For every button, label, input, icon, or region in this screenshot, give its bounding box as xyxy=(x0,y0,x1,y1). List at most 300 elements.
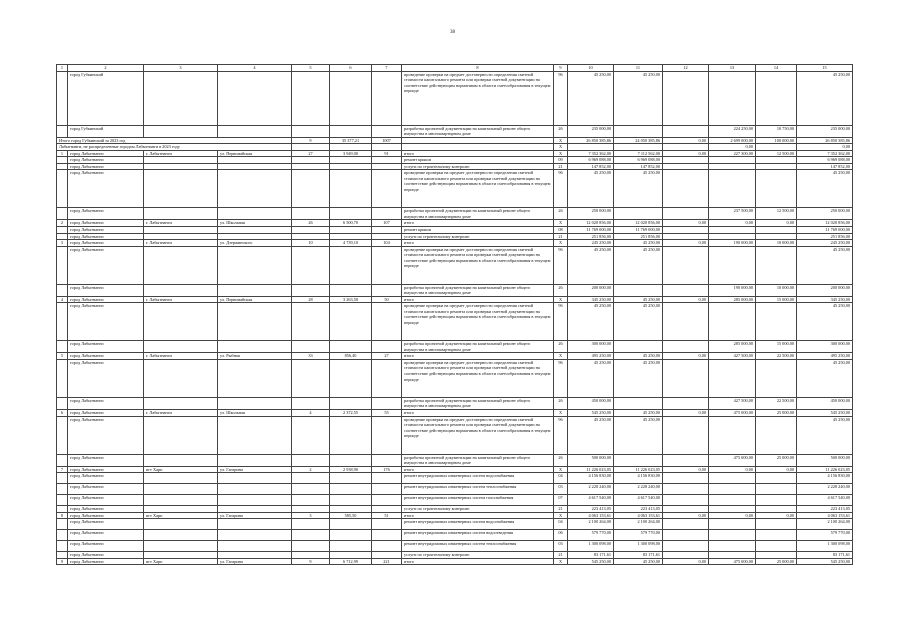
table-cell xyxy=(57,530,68,541)
table-cell xyxy=(372,208,402,220)
table-cell: 28 xyxy=(292,296,330,303)
table-cell xyxy=(57,519,68,530)
table-cell: 221 xyxy=(372,558,402,565)
page-number: 38 xyxy=(450,30,455,35)
table-cell: 26 xyxy=(554,208,568,220)
column-number-cell: 10 xyxy=(568,65,614,72)
table-cell: X xyxy=(554,410,568,417)
table-cell xyxy=(144,71,218,125)
table-cell: город Лабытнанги xyxy=(68,397,144,409)
table-cell: ремонт крыши xyxy=(402,157,554,164)
table-cell: услуги по строительному контролю xyxy=(402,233,554,240)
table-cell xyxy=(144,170,218,208)
table-cell: 45 250,00 xyxy=(797,416,853,454)
table-cell: 6 712,99 xyxy=(330,558,372,565)
table-cell: 9 xyxy=(292,558,330,565)
table-cell xyxy=(709,495,756,506)
table-cell: 2 228 240,00 xyxy=(614,484,663,495)
table-cell xyxy=(57,125,68,137)
table-cell: 200 000,00 xyxy=(797,284,853,296)
table-cell xyxy=(372,397,402,409)
table-cell xyxy=(292,208,330,220)
table-cell: итого xyxy=(402,296,554,303)
column-number-cell: 7 xyxy=(372,65,402,72)
table-cell xyxy=(663,341,709,353)
table-cell xyxy=(663,359,709,397)
table-cell: 190 000,00 xyxy=(709,284,756,296)
table-cell: 475 000,00 xyxy=(709,558,756,565)
table-cell: 12 500,00 xyxy=(756,208,797,220)
table-cell: 12 020 856,00 xyxy=(568,220,614,227)
table-cell: 6 969 088,00 xyxy=(614,157,663,164)
table-cell xyxy=(372,284,402,296)
table-cell: X xyxy=(554,137,568,144)
table-cell xyxy=(663,495,709,506)
table-cell xyxy=(372,246,402,284)
table-cell xyxy=(614,208,663,220)
table-cell xyxy=(218,208,292,220)
table-cell: 25 000,00 xyxy=(756,410,797,417)
table-cell xyxy=(372,473,402,484)
table-cell xyxy=(292,284,330,296)
table-cell: 450 000,00 xyxy=(568,397,614,409)
table-cell: 08 xyxy=(554,227,568,234)
table-cell: 11 769 000,00 xyxy=(614,227,663,234)
table-cell xyxy=(292,530,330,541)
table-cell: 0,00 xyxy=(663,240,709,247)
table-cell xyxy=(709,246,756,284)
table-cell: 4 156 830,00 xyxy=(614,473,663,484)
table-cell xyxy=(709,473,756,484)
table-cell xyxy=(144,341,218,353)
table-cell: 45 250,00 xyxy=(614,246,663,284)
table-cell xyxy=(330,246,372,284)
table-cell xyxy=(292,484,330,495)
table-cell xyxy=(372,170,402,208)
table-cell: проведение проверки на предмет достоверности определения сметной стоимости капитального ремонта или проверки сметной документации на соответствие действующим нормативам в области сметообразования в текущем периоде xyxy=(402,170,554,208)
table-cell xyxy=(330,541,372,552)
table-cell: город Лабытнанги xyxy=(68,303,144,341)
table-cell xyxy=(372,416,402,454)
table-cell: 427 500,00 xyxy=(709,397,756,409)
table-cell: 1 300 098,00 xyxy=(614,541,663,552)
table-cell xyxy=(57,341,68,353)
table-cell: г. Лабытнанги xyxy=(144,150,218,157)
table-cell xyxy=(292,416,330,454)
table-cell: 09 xyxy=(554,157,568,164)
table-cell: 45 250,00 xyxy=(614,170,663,208)
table-cell: 251 856,00 xyxy=(568,233,614,240)
table-cell: ул. Дзержинского xyxy=(218,240,292,247)
table-cell xyxy=(756,416,797,454)
table-cell: 45 250,00 xyxy=(614,296,663,303)
table-cell xyxy=(144,530,218,541)
table-cell: 21 xyxy=(554,506,568,513)
table-cell xyxy=(144,519,218,530)
table-cell xyxy=(330,484,372,495)
table-cell: г. Лабытнанги xyxy=(144,220,218,227)
table-cell: 0,00 xyxy=(797,144,853,151)
table-cell: 45 250,00 xyxy=(568,416,614,454)
table-cell: г. Лабытнанги xyxy=(144,296,218,303)
table-cell xyxy=(292,473,330,484)
column-number-cell: 8 xyxy=(402,65,554,72)
table-cell: 45 250,00 xyxy=(614,71,663,125)
table-cell: 03 xyxy=(554,541,568,552)
column-number-cell: 12 xyxy=(663,65,709,72)
table-cell xyxy=(292,125,330,137)
table-cell: X xyxy=(554,512,568,519)
table-cell xyxy=(330,530,372,541)
table-cell: 235 000,00 xyxy=(568,125,614,137)
table-cell: 1 300 098,00 xyxy=(568,541,614,552)
table-cell: 96 xyxy=(554,71,568,125)
table-cell xyxy=(756,541,797,552)
table-cell: X xyxy=(554,240,568,247)
table-cell: 3 949,00 xyxy=(330,150,372,157)
table-cell: ул. Школьная xyxy=(218,410,292,417)
table-cell: 856,40 xyxy=(330,353,372,360)
table-cell: 345 250,00 xyxy=(797,296,853,303)
table-cell xyxy=(330,341,372,353)
table-cell xyxy=(57,303,68,341)
table-cell xyxy=(709,416,756,454)
table-cell xyxy=(144,454,218,466)
table-cell xyxy=(218,484,292,495)
table-cell: 6 xyxy=(57,410,68,417)
table-cell: 495 250,00 xyxy=(568,353,614,360)
table-cell xyxy=(663,416,709,454)
table-cell: итого xyxy=(402,240,554,247)
table-cell: 3 263,50 xyxy=(330,296,372,303)
table-cell: 223 413,05 xyxy=(568,506,614,513)
table-cell xyxy=(663,530,709,541)
table-cell: 0,00 xyxy=(709,512,756,519)
table-cell: город Лабытнанги xyxy=(68,341,144,353)
table-cell: город Лабытнанги xyxy=(68,150,144,157)
table-cell: 251 856,00 xyxy=(797,233,853,240)
table-cell: город Лабытнанги xyxy=(68,296,144,303)
table-cell xyxy=(663,71,709,125)
table-row xyxy=(57,397,853,409)
table-cell xyxy=(218,495,292,506)
table-cell: 6 500,70 xyxy=(330,220,372,227)
table-cell: 0,00 xyxy=(709,220,756,227)
table-cell: 285 000,00 xyxy=(709,341,756,353)
table-cell: 235 000,00 xyxy=(797,125,853,137)
table-cell: 4 xyxy=(292,410,330,417)
table-cell xyxy=(218,71,292,125)
table-cell: 25 000,00 xyxy=(756,454,797,466)
table-cell: город Лабытнанги xyxy=(68,410,144,417)
table-cell xyxy=(330,473,372,484)
table-cell xyxy=(218,519,292,530)
table-cell xyxy=(218,125,292,137)
table-cell: 0,00 xyxy=(663,410,709,417)
table-cell xyxy=(756,170,797,208)
table-cell: 104 xyxy=(372,240,402,247)
table-cell xyxy=(372,125,402,137)
table-cell: 6 969 088,00 xyxy=(797,157,853,164)
table-cell: ул. Школьная xyxy=(218,220,292,227)
table-cell: 147 852,00 xyxy=(614,163,663,170)
table-cell: 237 500,00 xyxy=(709,208,756,220)
table-cell: 107 xyxy=(372,220,402,227)
table-cell: город Лабытнанги xyxy=(68,484,144,495)
table-cell: 500 000,00 xyxy=(568,454,614,466)
table-cell: город Губкинский xyxy=(68,71,144,125)
table-cell: 12 020 856,00 xyxy=(797,220,853,227)
table-cell: 4 617 540,00 xyxy=(797,495,853,506)
table-cell: 0,00 xyxy=(709,466,756,473)
table-cell: 500 000,00 xyxy=(797,454,853,466)
table-cell: разработка проектной документации на капитальный ремонт общего имущества в многоквартирном доме xyxy=(402,454,554,466)
table-cell: пгт Харп xyxy=(144,512,218,519)
table-row xyxy=(57,473,853,484)
table-cell: 11 769 000,00 xyxy=(568,227,614,234)
table-cell: ул. Первомайская xyxy=(218,296,292,303)
table-cell: 345 250,00 xyxy=(568,296,614,303)
table-row xyxy=(57,484,853,495)
table-cell: г. Лабытнанги xyxy=(144,410,218,417)
table-cell xyxy=(330,71,372,125)
table-cell: разработка проектной документации на капитальный ремонт общего имущества в многоквартирном доме xyxy=(402,284,554,296)
table-cell xyxy=(144,397,218,409)
table-cell xyxy=(292,397,330,409)
table-cell: 4 063 153,61 xyxy=(568,512,614,519)
table-cell: город Лабытнанги xyxy=(68,359,144,397)
table-cell: 15 000,00 xyxy=(756,296,797,303)
table-cell: 579 770,00 xyxy=(568,530,614,541)
table-cell: 4 063 153,61 xyxy=(797,512,853,519)
table-cell: город Лабытнанги xyxy=(68,506,144,513)
table-cell: 0,00 xyxy=(663,150,709,157)
table-cell: город Лабытнанги xyxy=(68,558,144,565)
table-cell: 5 xyxy=(57,353,68,360)
table-cell: 7 352 362,00 xyxy=(568,150,614,157)
table-cell: пгт Харп xyxy=(144,558,218,565)
table-cell: город Лабытнанги xyxy=(68,157,144,164)
table-cell xyxy=(292,454,330,466)
table-cell: 12 020 856,00 xyxy=(614,220,663,227)
table-cell xyxy=(663,208,709,220)
table-cell: разработка проектной документации на капитальный ремонт общего имущества в многоквартирном доме xyxy=(402,208,554,220)
table-row xyxy=(57,530,853,541)
table-cell: ул. Гагарина xyxy=(218,512,292,519)
table-cell: 24 050 385,86 xyxy=(614,137,663,144)
table-cell: итого xyxy=(402,466,554,473)
table-cell: 2 xyxy=(292,466,330,473)
table-cell: X xyxy=(554,220,568,227)
table-cell xyxy=(292,71,330,125)
table-cell xyxy=(709,530,756,541)
table-cell: услуги по строительному контролю xyxy=(402,506,554,513)
table-cell: 45 250,00 xyxy=(614,240,663,247)
table-cell: X xyxy=(554,150,568,157)
table-cell: 0,00 xyxy=(663,220,709,227)
table-cell xyxy=(709,170,756,208)
table-cell: город Лабытнанги xyxy=(68,473,144,484)
table-cell: X xyxy=(554,144,568,151)
column-number-cell: 11 xyxy=(614,65,663,72)
table-cell xyxy=(218,246,292,284)
column-number-cell: 1 xyxy=(57,65,68,72)
table-cell: город Лабытнанги xyxy=(68,416,144,454)
table-row xyxy=(57,558,853,565)
table-cell: город Лабытнанги xyxy=(68,208,144,220)
table-cell: X xyxy=(554,296,568,303)
table-cell: 45 250,00 xyxy=(568,71,614,125)
table-cell xyxy=(372,541,402,552)
table-cell: 2 100 264,00 xyxy=(614,519,663,530)
table-cell: 55 xyxy=(372,410,402,417)
table-cell xyxy=(709,359,756,397)
table-cell: 83 171,61 xyxy=(614,552,663,559)
table-cell xyxy=(144,416,218,454)
table-row xyxy=(57,495,853,506)
table-cell xyxy=(614,341,663,353)
table-cell: 0,00 xyxy=(663,296,709,303)
table-cell xyxy=(663,473,709,484)
table-cell: 251 856,00 xyxy=(614,233,663,240)
table-cell: проведение проверки на предмет достоверности определения сметной стоимости капитального ремонта или проверки сметной документации на соответствие действующим нормативам в области сметообразования в текущем периоде xyxy=(402,71,554,125)
table-cell: 245 250,00 xyxy=(568,240,614,247)
table-row xyxy=(57,71,853,125)
table-cell xyxy=(330,359,372,397)
table-cell: итого xyxy=(402,512,554,519)
table-cell: 25 000,00 xyxy=(756,558,797,565)
table-cell xyxy=(372,530,402,541)
table-cell: 45 250,00 xyxy=(614,353,663,360)
table-cell xyxy=(57,416,68,454)
table-cell: ремонт внутридомовых инженерных систем теплоснабжения xyxy=(402,541,554,552)
table-cell xyxy=(292,341,330,353)
table-cell: 4 739,10 xyxy=(330,240,372,247)
table-cell xyxy=(57,359,68,397)
table-cell xyxy=(372,359,402,397)
table-cell: город Лабытнанги xyxy=(68,233,144,240)
table-cell xyxy=(614,397,663,409)
table-cell: 579 770,00 xyxy=(614,530,663,541)
table-row xyxy=(57,454,853,466)
table-cell: 15 000,00 xyxy=(756,341,797,353)
table-cell: 6 969 088,00 xyxy=(568,157,614,164)
table-cell: 2 699 000,00 xyxy=(709,137,756,144)
table-cell xyxy=(756,530,797,541)
table-cell: 96 xyxy=(554,359,568,397)
table-cell xyxy=(292,519,330,530)
table-cell: 300 000,00 xyxy=(568,341,614,353)
table-cell: 26 850 385,86 xyxy=(797,137,853,144)
table-cell xyxy=(756,71,797,125)
table-cell xyxy=(663,303,709,341)
table-cell xyxy=(663,454,709,466)
table-cell: 22 500,00 xyxy=(756,397,797,409)
table-cell xyxy=(663,519,709,530)
table-cell: 2 xyxy=(57,220,68,227)
table-cell: 4 063 153,61 xyxy=(614,512,663,519)
table-cell: 9 xyxy=(57,558,68,565)
table-cell: город Лабытнанги xyxy=(68,170,144,208)
table-cell xyxy=(292,359,330,397)
table-cell: 26 xyxy=(554,125,568,137)
table-cell: 96 xyxy=(554,246,568,284)
table-cell: 11 226 023,05 xyxy=(614,466,663,473)
table-cell: итого xyxy=(402,558,554,565)
table-cell xyxy=(57,484,68,495)
table-cell xyxy=(57,495,68,506)
table-cell: 450 000,00 xyxy=(797,397,853,409)
table-cell xyxy=(218,397,292,409)
table-cell: ремонт крыши xyxy=(402,227,554,234)
table-cell: 147 852,00 xyxy=(797,163,853,170)
table-cell: город Лабытнанги xyxy=(68,530,144,541)
table-cell: 96 xyxy=(554,170,568,208)
table-cell: 91 xyxy=(372,150,402,157)
table-cell xyxy=(756,359,797,397)
table-cell: 27 xyxy=(372,353,402,360)
table-row xyxy=(57,359,853,397)
table-cell xyxy=(756,519,797,530)
table-cell: итого xyxy=(402,150,554,157)
table-cell: ремонт внутридомовых инженерных систем водоснабжения xyxy=(402,519,554,530)
table-cell xyxy=(756,495,797,506)
table-cell: 545 250,00 xyxy=(797,410,853,417)
table-cell xyxy=(144,303,218,341)
table-cell: 4 xyxy=(57,296,68,303)
table-cell xyxy=(614,454,663,466)
table-cell: 250 000,00 xyxy=(797,208,853,220)
table-cell xyxy=(709,71,756,125)
table-cell: 2 372,55 xyxy=(330,410,372,417)
table-cell: ул. Гагарина xyxy=(218,466,292,473)
table-cell: 21 xyxy=(554,233,568,240)
table-cell xyxy=(292,170,330,208)
table-cell: 1 300 098,00 xyxy=(797,541,853,552)
table-cell: 2 100 264,00 xyxy=(797,519,853,530)
table-cell: 250 000,00 xyxy=(568,208,614,220)
table-cell: 45 250,00 xyxy=(568,359,614,397)
table-cell: 7 xyxy=(57,466,68,473)
table-cell: пгт Харп xyxy=(144,466,218,473)
table-cell xyxy=(372,454,402,466)
table-cell xyxy=(330,454,372,466)
table-cell: 545 250,00 xyxy=(797,558,853,565)
table-cell xyxy=(218,359,292,397)
table-cell: город Лабытнанги xyxy=(68,240,144,247)
table-cell: 33 xyxy=(292,353,330,360)
table-cell: 45 250,00 xyxy=(614,303,663,341)
table-cell: проведение проверки на предмет достоверности определения сметной стоимости капитального ремонта или проверки сметной документации на соответствие действующим нормативам в области сметообразования в текущем периоде xyxy=(402,359,554,397)
table-cell: 190 000,00 xyxy=(709,240,756,247)
table-cell: город Лабытнанги xyxy=(68,220,144,227)
table-cell: 579 770,00 xyxy=(797,530,853,541)
table-cell: X xyxy=(554,353,568,360)
table-cell: 83 171,61 xyxy=(568,552,614,559)
table-cell xyxy=(144,484,218,495)
table-cell: 4 617 540,00 xyxy=(614,495,663,506)
table-cell: ремонт внутридомовых инженерных систем водоотведения xyxy=(402,530,554,541)
table-cell: 50 xyxy=(372,296,402,303)
table-cell: 0,00 xyxy=(663,558,709,565)
table-cell: 475 000,00 xyxy=(709,410,756,417)
table-cell xyxy=(756,484,797,495)
table-cell xyxy=(372,519,402,530)
table-cell: 26 xyxy=(554,397,568,409)
table-cell: проведение проверки на предмет достоверности определения сметной стоимости капитального ремонта или проверки сметной документации на соответствие действующим нормативам в области сметообразования в текущем периоде xyxy=(402,246,554,284)
table-cell: 8 xyxy=(57,512,68,519)
table-cell xyxy=(57,541,68,552)
